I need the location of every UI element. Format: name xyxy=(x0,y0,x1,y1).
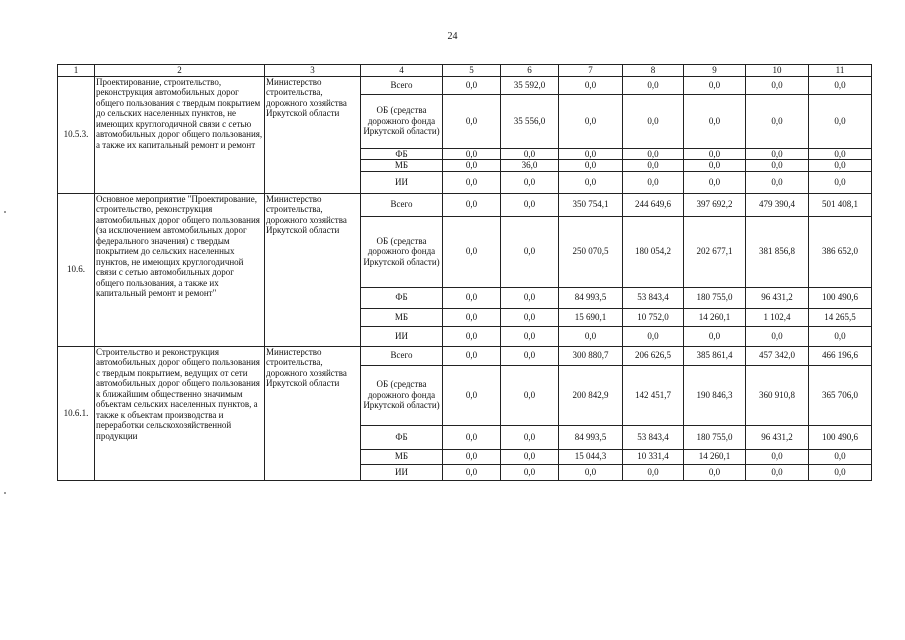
value-cell: 350 754,1 xyxy=(559,193,623,216)
column-header: 8 xyxy=(623,65,684,77)
budget-table xyxy=(57,64,872,481)
table-row xyxy=(58,193,872,216)
value-cell: 96 431,2 xyxy=(746,287,809,308)
column-header: 11 xyxy=(809,65,872,77)
value-cell: 365 706,0 xyxy=(809,365,872,425)
funding-source: ИИ xyxy=(361,171,443,193)
value-cell: 0,0 xyxy=(443,287,501,308)
value-cell: 0,0 xyxy=(443,76,501,94)
value-cell: 0,0 xyxy=(443,216,501,287)
value-cell: 0,0 xyxy=(501,425,559,449)
value-cell: 0,0 xyxy=(501,449,559,464)
value-cell: 0,0 xyxy=(809,148,872,160)
row-description: Проектирование, строительство, реконструкция автомобильных дорог общего пользования с твердым покрытием до сельских населенных пунктов, не имеющих круглогодичной связи с сетью автомобильных дорог общего пользования, а также их капитальный ремонт и ремонт xyxy=(95,76,265,193)
value-cell: 360 910,8 xyxy=(746,365,809,425)
value-cell: 0,0 xyxy=(809,326,872,346)
column-header: 5 xyxy=(443,65,501,77)
row-code: 10.5.3. xyxy=(58,76,95,193)
funding-source: ФБ xyxy=(361,148,443,160)
value-cell: 0,0 xyxy=(501,216,559,287)
value-cell: 381 856,8 xyxy=(746,216,809,287)
value-cell: 1 102,4 xyxy=(746,308,809,326)
value-cell: 0,0 xyxy=(746,449,809,464)
value-cell: 0,0 xyxy=(746,94,809,148)
value-cell: 0,0 xyxy=(746,171,809,193)
value-cell: 0,0 xyxy=(559,148,623,160)
value-cell: 244 649,6 xyxy=(623,193,684,216)
funding-source: МБ xyxy=(361,160,443,172)
value-cell: 0,0 xyxy=(809,464,872,480)
value-cell: 0,0 xyxy=(501,148,559,160)
table-row xyxy=(58,346,872,365)
table-body xyxy=(58,65,872,481)
value-cell: 0,0 xyxy=(623,171,684,193)
value-cell: 501 408,1 xyxy=(809,193,872,216)
value-cell: 180 755,0 xyxy=(684,287,746,308)
table-row xyxy=(58,76,872,94)
funding-source: Всего xyxy=(361,346,443,365)
value-cell: 0,0 xyxy=(443,449,501,464)
funding-source: ОБ (средства дорожного фонда Иркутской области) xyxy=(361,94,443,148)
value-cell: 0,0 xyxy=(684,76,746,94)
row-executor: Министерство строительства, дорожного хозяйства Иркутской области xyxy=(265,193,361,346)
value-cell: 0,0 xyxy=(501,346,559,365)
value-cell: 0,0 xyxy=(809,449,872,464)
value-cell: 14 265,5 xyxy=(809,308,872,326)
funding-source: ФБ xyxy=(361,425,443,449)
column-header: 4 xyxy=(361,65,443,77)
value-cell: 0,0 xyxy=(684,160,746,172)
value-cell: 10 752,0 xyxy=(623,308,684,326)
value-cell: 206 626,5 xyxy=(623,346,684,365)
value-cell: 0,0 xyxy=(501,308,559,326)
value-cell: 0,0 xyxy=(809,76,872,94)
value-cell: 84 993,5 xyxy=(559,287,623,308)
column-header: 2 xyxy=(95,65,265,77)
scan-mark xyxy=(4,211,6,213)
value-cell: 0,0 xyxy=(559,76,623,94)
value-cell: 0,0 xyxy=(443,171,501,193)
value-cell: 84 993,5 xyxy=(559,425,623,449)
value-cell: 0,0 xyxy=(809,160,872,172)
value-cell: 0,0 xyxy=(623,94,684,148)
value-cell: 15 044,3 xyxy=(559,449,623,464)
value-cell: 0,0 xyxy=(623,160,684,172)
value-cell: 0,0 xyxy=(443,308,501,326)
value-cell: 0,0 xyxy=(559,326,623,346)
value-cell: 0,0 xyxy=(443,148,501,160)
value-cell: 385 861,4 xyxy=(684,346,746,365)
value-cell: 180 755,0 xyxy=(684,425,746,449)
funding-source: ОБ (средства дорожного фонда Иркутской области) xyxy=(361,216,443,287)
page-number: 24 xyxy=(447,31,458,42)
header-row xyxy=(58,65,872,77)
value-cell: 200 842,9 xyxy=(559,365,623,425)
value-cell: 100 490,6 xyxy=(809,287,872,308)
value-cell: 0,0 xyxy=(809,94,872,148)
value-cell: 10 331,4 xyxy=(623,449,684,464)
value-cell: 0,0 xyxy=(501,365,559,425)
value-cell: 190 846,3 xyxy=(684,365,746,425)
value-cell: 0,0 xyxy=(443,464,501,480)
value-cell: 0,0 xyxy=(443,365,501,425)
value-cell: 35 592,0 xyxy=(501,76,559,94)
value-cell: 0,0 xyxy=(746,76,809,94)
value-cell: 0,0 xyxy=(684,94,746,148)
value-cell: 0,0 xyxy=(501,287,559,308)
funding-source: ОБ (средства дорожного фонда Иркутской области) xyxy=(361,365,443,425)
value-cell: 142 451,7 xyxy=(623,365,684,425)
value-cell: 0,0 xyxy=(684,171,746,193)
value-cell: 0,0 xyxy=(746,326,809,346)
value-cell: 0,0 xyxy=(559,464,623,480)
funding-source: МБ xyxy=(361,449,443,464)
funding-source: МБ xyxy=(361,308,443,326)
value-cell: 479 390,4 xyxy=(746,193,809,216)
value-cell: 0,0 xyxy=(623,76,684,94)
value-cell: 0,0 xyxy=(746,464,809,480)
row-code: 10.6.1. xyxy=(58,346,95,480)
scan-mark xyxy=(4,492,6,494)
value-cell: 0,0 xyxy=(746,160,809,172)
value-cell: 0,0 xyxy=(623,326,684,346)
value-cell: 15 690,1 xyxy=(559,308,623,326)
value-cell: 0,0 xyxy=(623,148,684,160)
value-cell: 466 196,6 xyxy=(809,346,872,365)
column-header: 6 xyxy=(501,65,559,77)
value-cell: 0,0 xyxy=(501,326,559,346)
column-header: 9 xyxy=(684,65,746,77)
value-cell: 14 260,1 xyxy=(684,308,746,326)
value-cell: 0,0 xyxy=(443,346,501,365)
value-cell: 96 431,2 xyxy=(746,425,809,449)
value-cell: 0,0 xyxy=(559,160,623,172)
value-cell: 53 843,4 xyxy=(623,425,684,449)
value-cell: 250 070,5 xyxy=(559,216,623,287)
funding-source: ИИ xyxy=(361,464,443,480)
value-cell: 0,0 xyxy=(443,425,501,449)
value-cell: 100 490,6 xyxy=(809,425,872,449)
row-code: 10.6. xyxy=(58,193,95,346)
row-description: Строительство и реконструкция автомобильных дорог общего пользования с твердым покрытием, ведущих от сети автомобильных дорог общего пользования к ближайшим общественно значимым объектам сельских населенных пунктов, а также к объектам производства и переработки сельскохозяйственной продукции xyxy=(95,346,265,480)
funding-source: ИИ xyxy=(361,326,443,346)
column-header: 3 xyxy=(265,65,361,77)
value-cell: 0,0 xyxy=(501,464,559,480)
value-cell: 457 342,0 xyxy=(746,346,809,365)
funding-source: Всего xyxy=(361,76,443,94)
value-cell: 14 260,1 xyxy=(684,449,746,464)
value-cell: 0,0 xyxy=(443,326,501,346)
value-cell: 0,0 xyxy=(623,464,684,480)
value-cell: 35 556,0 xyxy=(501,94,559,148)
value-cell: 0,0 xyxy=(443,193,501,216)
row-executor: Министерство строительства, дорожного хозяйства Иркутской области xyxy=(265,346,361,480)
value-cell: 386 652,0 xyxy=(809,216,872,287)
value-cell: 0,0 xyxy=(501,171,559,193)
value-cell: 202 677,1 xyxy=(684,216,746,287)
value-cell: 0,0 xyxy=(684,464,746,480)
value-cell: 0,0 xyxy=(684,148,746,160)
column-header: 10 xyxy=(746,65,809,77)
column-header: 1 xyxy=(58,65,95,77)
value-cell: 0,0 xyxy=(809,171,872,193)
funding-source: ФБ xyxy=(361,287,443,308)
column-header: 7 xyxy=(559,65,623,77)
value-cell: 0,0 xyxy=(501,193,559,216)
value-cell: 0,0 xyxy=(746,148,809,160)
funding-source: Всего xyxy=(361,193,443,216)
value-cell: 0,0 xyxy=(559,94,623,148)
value-cell: 397 692,2 xyxy=(684,193,746,216)
row-executor: Министерство строительства, дорожного хозяйства Иркутской области xyxy=(265,76,361,193)
value-cell: 0,0 xyxy=(684,326,746,346)
value-cell: 0,0 xyxy=(559,171,623,193)
value-cell: 0,0 xyxy=(443,94,501,148)
value-cell: 53 843,4 xyxy=(623,287,684,308)
row-description: Основное мероприятие "Проектирование, строительство, реконструкция автомобильных дорог общего пользования (за исключением автомобильных дорог федерального значения) с твердым покрытием до сельских населенных пунктов, не имеющих круглогодичной связи с сетью автомобильных дорог общего пользования, а также их капитальный ремонт и ремонт" xyxy=(95,193,265,346)
value-cell: 180 054,2 xyxy=(623,216,684,287)
value-cell: 300 880,7 xyxy=(559,346,623,365)
value-cell: 36,0 xyxy=(501,160,559,172)
value-cell: 0,0 xyxy=(443,160,501,172)
